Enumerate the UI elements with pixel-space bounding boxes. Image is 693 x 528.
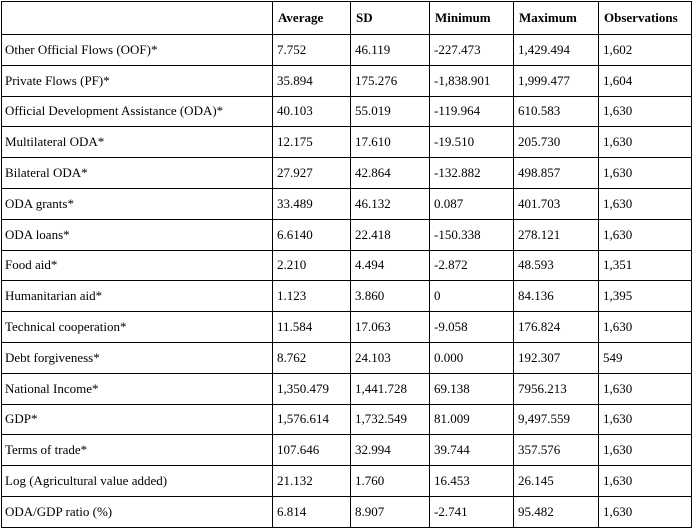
cell-observations: 1,630 [599, 466, 692, 497]
cell-maximum: 278.121 [514, 219, 599, 250]
cell-sd: 17.063 [351, 312, 430, 343]
row-label: Humanitarian aid* [2, 281, 273, 312]
table-row [2, 127, 692, 158]
cell-sd: 3.860 [351, 281, 430, 312]
cell-minimum: -150.338 [430, 219, 514, 250]
row-label: National Income* [2, 373, 273, 404]
table-row [2, 496, 692, 527]
cell-maximum: 9,497.559 [514, 404, 599, 435]
row-label: Food aid* [2, 250, 273, 281]
row-label: ODA grants* [2, 188, 273, 219]
table-row [2, 342, 692, 373]
cell-sd: 24.103 [351, 342, 430, 373]
table-row [2, 158, 692, 189]
cell-minimum: 0.000 [430, 342, 514, 373]
row-label: Debt forgiveness* [2, 342, 273, 373]
table-row [2, 188, 692, 219]
cell-average: 40.103 [273, 96, 351, 127]
cell-sd: 32.994 [351, 435, 430, 466]
cell-maximum: 84.136 [514, 281, 599, 312]
cell-sd: 46.119 [351, 35, 430, 66]
cell-sd: 175.276 [351, 65, 430, 96]
row-label: Private Flows (PF)* [2, 65, 273, 96]
cell-maximum: 1,429.494 [514, 35, 599, 66]
cell-minimum: 81.009 [430, 404, 514, 435]
cell-maximum: 401.703 [514, 188, 599, 219]
header-cell-maximum: Maximum [514, 2, 599, 35]
cell-observations: 1,602 [599, 35, 692, 66]
table-row [2, 373, 692, 404]
cell-maximum: 1,999.477 [514, 65, 599, 96]
row-label: ODA loans* [2, 219, 273, 250]
cell-minimum: 0.087 [430, 188, 514, 219]
table-row [2, 466, 692, 497]
cell-maximum: 498.857 [514, 158, 599, 189]
cell-minimum: -19.510 [430, 127, 514, 158]
cell-maximum: 48.593 [514, 250, 599, 281]
cell-observations: 1,630 [599, 96, 692, 127]
header-cell-variable [2, 2, 273, 35]
cell-maximum: 357.576 [514, 435, 599, 466]
table-row [2, 250, 692, 281]
cell-average: 1.123 [273, 281, 351, 312]
cell-maximum: 205.730 [514, 127, 599, 158]
table-row [2, 435, 692, 466]
cell-observations: 1,630 [599, 188, 692, 219]
row-label: Log (Agricultural value added) [2, 466, 273, 497]
cell-sd: 8.907 [351, 496, 430, 527]
cell-minimum: 0 [430, 281, 514, 312]
cell-average: 7.752 [273, 35, 351, 66]
cell-average: 11.584 [273, 312, 351, 343]
cell-maximum: 95.482 [514, 496, 599, 527]
cell-observations: 1,630 [599, 158, 692, 189]
cell-average: 1,576.614 [273, 404, 351, 435]
row-label: Official Development Assistance (ODA)* [2, 96, 273, 127]
cell-average: 107.646 [273, 435, 351, 466]
cell-minimum: -2.741 [430, 496, 514, 527]
cell-minimum: -1,838.901 [430, 65, 514, 96]
cell-maximum: 192.307 [514, 342, 599, 373]
cell-minimum: 69.138 [430, 373, 514, 404]
header-cell-sd: SD [351, 2, 430, 35]
cell-observations: 1,351 [599, 250, 692, 281]
header-row [2, 2, 692, 35]
cell-minimum: -2.872 [430, 250, 514, 281]
cell-average: 2.210 [273, 250, 351, 281]
cell-maximum: 7956.213 [514, 373, 599, 404]
cell-minimum: -9.058 [430, 312, 514, 343]
cell-average: 8.762 [273, 342, 351, 373]
cell-average: 6.814 [273, 496, 351, 527]
cell-minimum: 39.744 [430, 435, 514, 466]
header-cell-minimum: Minimum [430, 2, 514, 35]
table-row [2, 35, 692, 66]
row-label: ODA/GDP ratio (%) [2, 496, 273, 527]
cell-sd: 22.418 [351, 219, 430, 250]
cell-sd: 1.760 [351, 466, 430, 497]
header-cell-observations: Observations [599, 2, 692, 35]
cell-sd: 46.132 [351, 188, 430, 219]
cell-sd: 17.610 [351, 127, 430, 158]
row-label: Other Official Flows (OOF)* [2, 35, 273, 66]
cell-minimum: 16.453 [430, 466, 514, 497]
cell-maximum: 26.145 [514, 466, 599, 497]
table-row [2, 312, 692, 343]
row-label: GDP* [2, 404, 273, 435]
cell-sd: 1,441.728 [351, 373, 430, 404]
cell-observations: 1,630 [599, 127, 692, 158]
cell-observations: 1,604 [599, 65, 692, 96]
cell-sd: 55.019 [351, 96, 430, 127]
cell-minimum: -132.882 [430, 158, 514, 189]
cell-average: 6.6140 [273, 219, 351, 250]
cell-observations: 1,630 [599, 496, 692, 527]
cell-observations: 1,630 [599, 312, 692, 343]
cell-observations: 1,630 [599, 373, 692, 404]
row-label: Bilateral ODA* [2, 158, 273, 189]
cell-sd: 1,732.549 [351, 404, 430, 435]
table-row [2, 96, 692, 127]
cell-average: 35.894 [273, 65, 351, 96]
cell-average: 33.489 [273, 188, 351, 219]
row-label: Technical cooperation* [2, 312, 273, 343]
table-row [2, 404, 692, 435]
cell-minimum: -227.473 [430, 35, 514, 66]
row-label: Multilateral ODA* [2, 127, 273, 158]
cell-observations: 549 [599, 342, 692, 373]
cell-maximum: 176.824 [514, 312, 599, 343]
table-row [2, 281, 692, 312]
descriptive-statistics-table [1, 1, 692, 528]
cell-sd: 42.864 [351, 158, 430, 189]
row-label: Terms of trade* [2, 435, 273, 466]
cell-average: 1,350.479 [273, 373, 351, 404]
table-row [2, 219, 692, 250]
cell-observations: 1,630 [599, 404, 692, 435]
cell-observations: 1,395 [599, 281, 692, 312]
cell-average: 27.927 [273, 158, 351, 189]
table-row [2, 65, 692, 96]
cell-maximum: 610.583 [514, 96, 599, 127]
cell-minimum: -119.964 [430, 96, 514, 127]
cell-sd: 4.494 [351, 250, 430, 281]
cell-average: 12.175 [273, 127, 351, 158]
cell-observations: 1,630 [599, 435, 692, 466]
header-cell-average: Average [273, 2, 351, 35]
cell-observations: 1,630 [599, 219, 692, 250]
cell-average: 21.132 [273, 466, 351, 497]
